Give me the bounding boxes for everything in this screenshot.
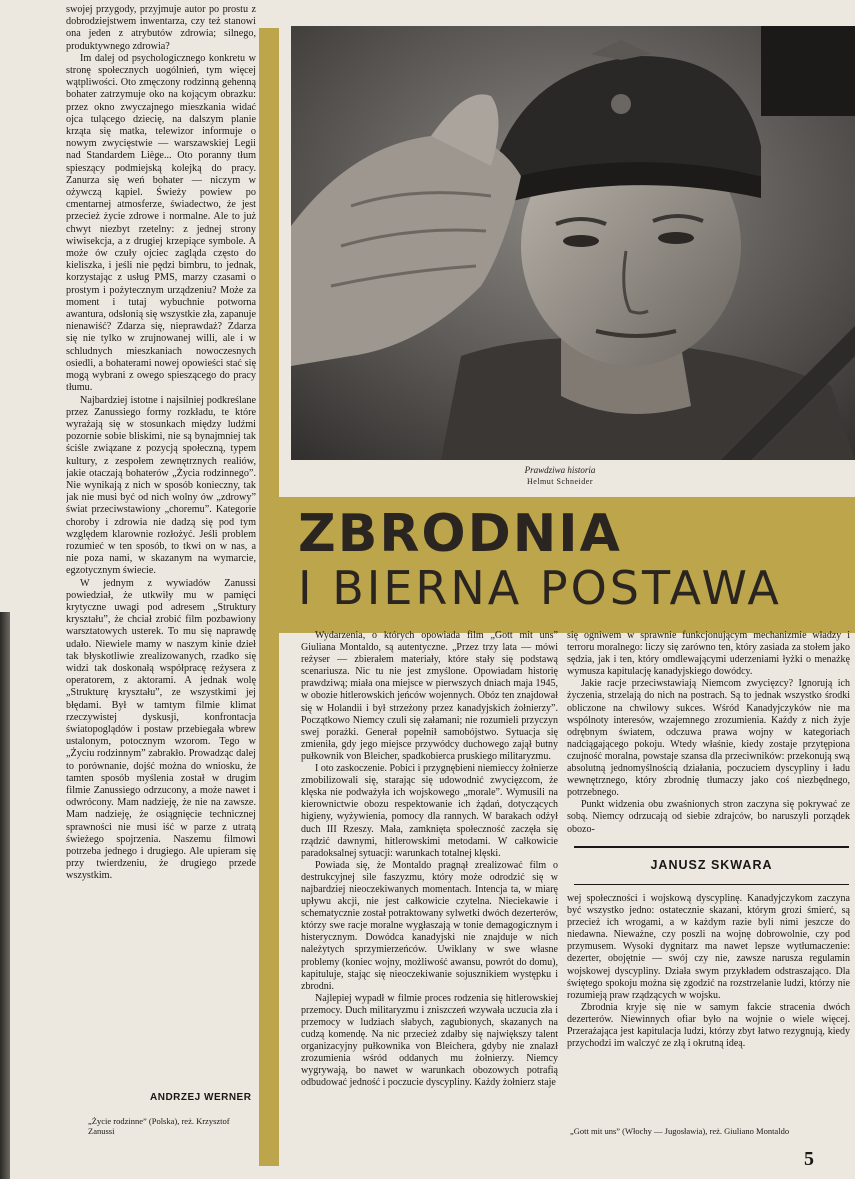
left-paragraph-3: Najbardziej istotne i najsilniej podkreślane przez Zanussiego formy rozkładu, te które wyrażają się w stosunkach między ludźmi pozornie sobie bliskimi, nie są bynajmniej tak ściśle związane z pozycją społeczną, typem kultury, z zespołem zewnętrznych realiów, jakie otaczają bohaterów „Życia rodzinnego”. Nie wynikają z nich w sposób konieczny, tak jak nie musi być od nich wolny ów „zdrowy” świat przeciwstawiony „choremu”. Kategorie choroby i zdrowia nie dadzą się pod tym względem klarownie rozłożyć. Jeśli problem rozumieć w ten sposób, to tkwi on w nas, a nie poza nami, w skazanym na wymarcie, egzotycznym świecie. [66, 394, 256, 577]
film-still-photo [291, 26, 855, 460]
left-article-column [66, 4, 256, 1094]
right-article-column-top [567, 630, 850, 836]
headline-line-1: ZBRODNIA [298, 504, 622, 564]
right-paragraph-3: Punkt widzenia obu zwaśnionych stron zaczyna się pokrywać ze sobą. Niemcy odrzucają od siebie zdrajców, bo naruszyli porządek obozo- [567, 799, 850, 835]
left-paragraph-2: Im dalej od psychologicznego konkretu w stronę społecznych uogólnień, tym więcej wątpliwości. Oto zmęczony rodzinną gehenną bohater zatrzymuje oko na kojącym obrazku: przez okno zwyczajnego mieszkania widać ojca tulącego dziecię, na dalszym planie krząta się matka, telewizor informuje o nowym zwycięstwie — warszawskiej Legii nad Standardem Liège... Oto poranny tłum spieszący podmiejską kolejką do pracy. Zanurza się weń bohater — niczym w ożywczą kąpiel. Świeży powiew po cmentarnej atmosferze, świadectwo, że jest przecież życie zdrowe i normalne. Ale to już chwyt niezbyt rzetelny: z jednej strony wiwisekcja, a z drugiej krzepiące symbole. A może ów czuły ojciec zagląda często do kieliszka, i jeśli nie pędzi bimbru, to jednak, korzystając z usług PMS, marzy czasami o prostym i pożytecznym urządzeniu? Może za moment i tutaj wybuchnie potworna awantura, odsłonią się wszystkie zła, zapanuje nienawiść? Zdarza się, nieprawdaż? Zdarza się nie tylko w zrujnowanej willi, ale i w schludnych mieszkaniach nowoczesnych osiedli, a bohaterami nowej opowieści stać się mogą wybrani z owego spieszącego do pracy tłumu. [66, 52, 256, 394]
right-author-box [574, 846, 849, 885]
right-paragraph-4: wej społeczności i wojskową dyscyplinę. Kanadyjczykom zaczyna być wszystko jedno: ostatecznie skazani, którym grozi śmierć, są przecież ich wrogami, a w każdym razie byli nimi jeszcze do niedawna. Nieważne, czy poszli na wojnę dobrowolnie, czy pod przymusem. Wysoki dygnitarz ma nawet lepsze wytłumaczenie: dezerter, obojętnie — swój czy nie, zawsze narusza regulamin wojskowej dyscypliny. Działa swym przykładem odstraszająco. Dla świętego spokoju można się zgodzić na rozstrzelanie ludzi, którzy nie rozumieją praw rządzących w wojsku. [567, 893, 850, 1001]
yellow-vertical-rule [259, 28, 279, 1166]
right-author-signature: JANUSZ SKWARA [650, 858, 773, 872]
photo-caption [500, 465, 620, 487]
headline-line-2: I BIERNA POSTAWA [298, 561, 782, 615]
caption-name: Helmut Schneider [527, 477, 593, 486]
left-author-signature: ANDRZEJ WERNER [150, 1092, 252, 1103]
caption-title: Prawdziwa historia [524, 465, 596, 475]
middle-article-column [301, 630, 558, 1158]
left-paragraph-4: W jednym z wywiadów Zanussi powiedział, że utkwiły mu w pamięci krytyczne uwagi pod adresem „Struktury kryształu”, że chciał zrobić film pozbawiony warsztatowych usterek. To mu się naprawdę udało. Niewiele mamy w naszym kinie dzieł tak błyskotliwie zrealizowanych, rzadko się widzi tak doskonałą współpracę reżysera z operatorem, z aktorami. A jednak wolę „Strukturę kryształu”, ze wszystkimi jej błędami. Był w tamtym filmie klimat rzeczywistej dyskusji, konfrontacja światopoglądów i postaw przebiegała wbrew ustalonym, potocznym wzorom. Tego w „Życiu rodzinnym” zabrakło. Prowadząc dalej to porównanie, dojść można do wniosku, że tamten sposób myślenia został w drugim filmie Zanussiego odrzucony, a może nawet i odwrócony. Mam nadzieję, że nie na zawsze. Mam nadzieję, że osiągnięcie technicznej sprawności nie musi iść w parze z utratą świeżego spojrzenia. Naszemu filmowi potrzeba jednego i drugiego. Ale upieram się przy twierdzeniu, że drugiego przede wszystkim. [66, 577, 256, 882]
previous-page-edge [0, 612, 10, 1179]
middle-paragraph-4: Najlepiej wypadł w filmie proces rodzenia się hitlerowskiej przemocy. Duch militaryzmu i zniszczeń wzywała uczucia zła i przemocy w ludziach słabych, zagubionych, skazanych na cudzą komendę. Na nic przecież zdałby się największy talent organizacyjny pułkownika von Bleichera, gdyby nie znalazł zrozumienia wśród oddanych mu żołnierzy. Niemcy wygrywają, bo nawet w warunkach obozowych potrafią odbudować jedność i poczucie dyscypliny. Każdy żołnierz staje [301, 992, 558, 1089]
left-footnote: „Życie rodzinne” (Polska), reż. Krzysztof Zanussi [88, 1116, 230, 1136]
right-paragraph-1: się ogniwem w sprawnie funkcjonującym mechanizmie władzy i terroru moralnego: liczy się zarówno ten, który zasiada za stołem jako sędzia, jak i ten, który omdlewającymi uderzeniami łyżki o menażkę wymusza kapitulację kanadyjskiego dowódcy. [567, 630, 850, 678]
middle-paragraph-3: Powiada się, że Montaldo pragnął zrealizować film o destrukcyjnej sile faszyzmu, który może odrodzić się w najbardziej nieoczekiwanych momentach. Intencja ta, w miarę upływu akcji, nie jest całkowicie czytelna. Nieciekawie i schematycznie został potraktowany sylwetki dwóch dezerterów, którzy swe racje moralne wygłaszają w tonie demagogicznym i histerycznym. Dowódca kanadyjski nie znajduje w nich należytych sprzymierzeńców. Uwiklany w swe własne problemy (koniec wojny, możliwość awansu, powrót do domu), kapituluje, stając się nieoczekiwanie sojusznikiem występku i zbrodni. [301, 859, 558, 992]
right-article-column-bottom [567, 893, 850, 1108]
saluting-soldier-illustration [291, 26, 855, 460]
right-footnote: „Gott mit uns” (Włochy — Jugosławia), reż. Giuliano Montaldo [570, 1126, 790, 1136]
middle-paragraph-2: I oto zaskoczenie. Pobici i przygnębieni niemieccy żołnierze zmobilizowali się, starając się udowodnić zwycięzcom, że klęska nie podważyła ich wojskowego „morale”. Wymusili na kierownictwie obozu respektowanie ich żądań, dotyczących higieny, wyżywienia, pomocy dla rannych. W barakach odżył duch III Rzeszy. Mała, zamknięta społeczność zaczęła się rządzić dawnymi, hitlerowskimi metodami. W całkowicie paradoksalnej sytuacji: warunkach totalnej klęski. [301, 763, 558, 859]
page-number: 5 [804, 1148, 814, 1170]
left-paragraph-1: swojej przygody, przyjmuje autor po prostu z dobrodziejstwem inwentarza, czy też stanowi ona jeden z atrybutów zdrowia; silnego, produktywnego zdrowia? [66, 4, 256, 52]
right-paragraph-2: Jakie racje przeciwstawiają Niemcom zwycięzcy? Ignorują ich życzenia, strzelają do nich na postrach. Są to jednak wszystko środki obliczone na chwilowy sukces. Wśród Kanadyjczyków nie ma wspólnoty interesów, wzajemnego zrozumienia. Każdy z nich żyje odrębnym światem, odczuwa prawa wojny w kategoriach nadciągającego pokoju. Wtedy właśnie, kiedy zostaje przytępiona czujność moralna, powstaje szansa dla przeciwników: przekonują swą absolutną jednomyślnością działania, poczuciem dyscypliny i ładu wewnętrznego, który zbrodnię tłumaczy jako coś niezbędnego, potrzebnego. [567, 678, 850, 799]
middle-paragraph-1: Wydarzenia, o których opowiada film „Gott mit uns” Giuliana Montaldo, są autentyczne. „Przez trzy lata — mówi reżyser — zbierałem materiały, które stały się podstawą scenariusza. Nic tu nie jest zmyślone. Opowiadam historię prawdziwą; miała ona miejsce w pierwszych dniach maja 1945, w obozie hitlerowskich jeńców wojennych. Obóz ten znajdował się w Holandii i był strzeżony przez kanadyjskich żołnierzy”. Początkowo Niemcy czuli się załamani; nie rozumieli przyczyn swej porażki. Generał popełnił samobójstwo. Sytuacja się zmieniła, gdy jego miejsce przywódcy duchowego zajął butny pułkownik von Bleicher, spadkobierca pruskiego militaryzmu. [301, 630, 558, 762]
right-paragraph-5: Zbrodnia kryje się nie w samym fakcie stracenia dwóch dezerterów. Niewinnych ofiar było na wojnie o wiele więcej. Przerażająca jest kapitulacja ludzi, którzy zbyt łatwo rezygnują, kiedy przychodzi im walczyć ze złą i okrutną ideą. [567, 1001, 850, 1050]
